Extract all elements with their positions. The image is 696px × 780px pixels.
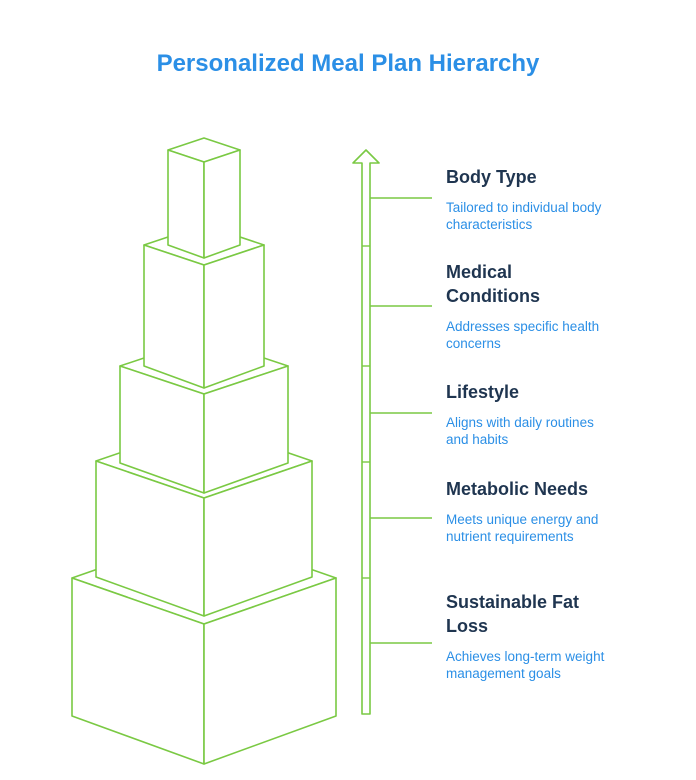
level-metabolic-needs xyxy=(446,477,686,545)
level-description: Aligns with daily routines and habits xyxy=(446,415,594,447)
label-connectors xyxy=(370,198,432,643)
level-lifestyle xyxy=(446,380,686,448)
level-heading: Medical Conditions xyxy=(446,262,540,306)
level-body-type xyxy=(446,165,686,233)
level-heading: Sustainable Fat Loss xyxy=(446,592,580,636)
level-description: Meets unique energy and nutrient requirements xyxy=(446,512,599,544)
level-heading: Lifestyle xyxy=(446,382,520,402)
hierarchy-arrow xyxy=(353,150,379,714)
diagram-title: Personalized Meal Plan Hierarchy xyxy=(156,50,540,77)
block-body-type xyxy=(168,138,240,258)
level-medical-conditions xyxy=(446,260,686,352)
level-description: Addresses specific health concerns xyxy=(446,319,600,351)
level-description: Achieves long-term weight management goals xyxy=(446,649,605,681)
level-description: Tailored to individual body characteristics xyxy=(446,200,602,232)
level-heading: Body Type xyxy=(446,167,537,187)
level-heading: Metabolic Needs xyxy=(446,479,589,499)
level-sustainable-fat-loss xyxy=(446,590,686,682)
